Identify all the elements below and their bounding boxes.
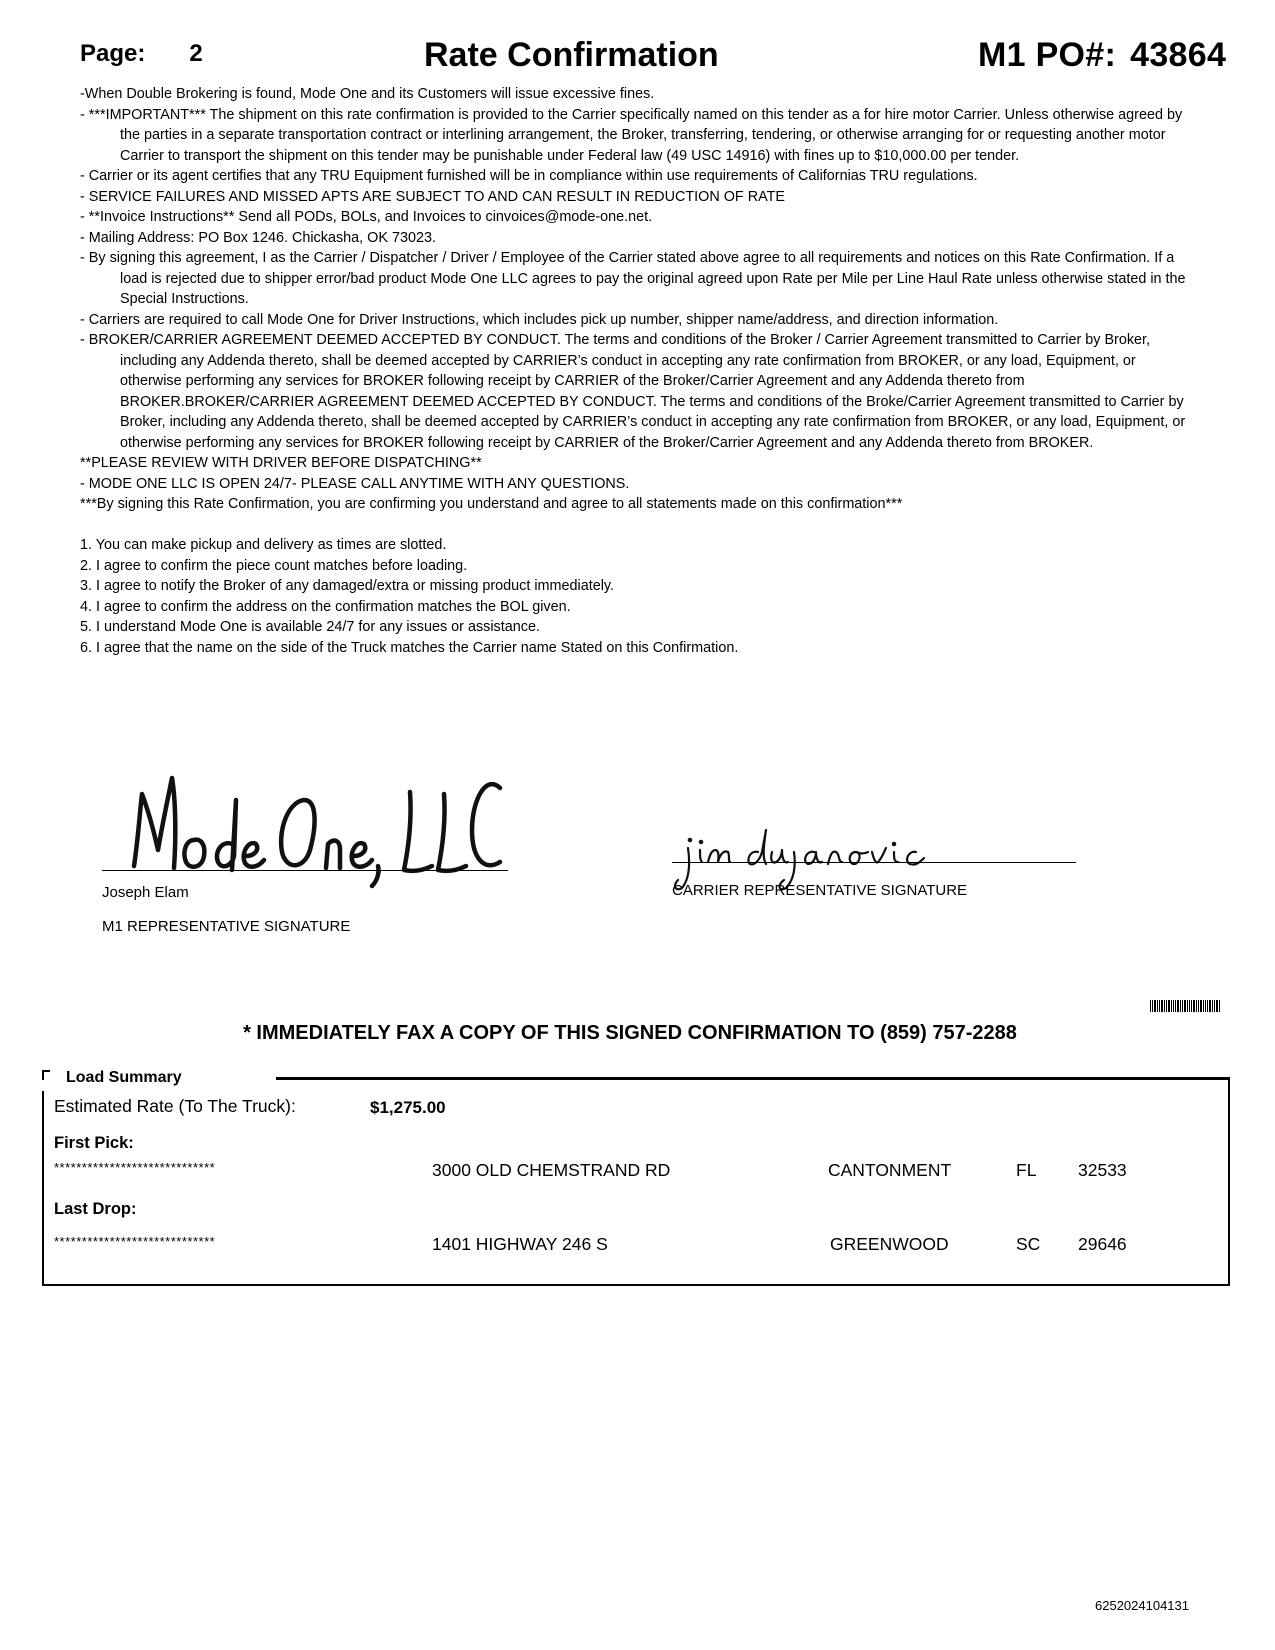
first-pick-name: ***************************** bbox=[54, 1160, 216, 1175]
term-item: ***By signing this Rate Confirmation, you are confirming you understand and agree to all statements made on this confirmation*** bbox=[80, 496, 903, 512]
checklist-item: 1. You can make pickup and delivery as times are slotted. bbox=[80, 537, 447, 553]
term-item: - By signing this agreement, I as the Carrier / Dispatcher / Driver / Employee of the Carrier stated above agree to all requirements and notices on this Rate Confirmation. If a load is rejected due to shipper error/bad product Mode One LLC agrees to pay the original agreed upon Rate per Mile per Line Haul Rate unless otherwise stated in the Special Instructions. bbox=[80, 250, 1186, 307]
term-item: - Carrier or its agent certifies that any TRU Equipment furnished will be in compliance within use requirements of Californias TRU regulations. bbox=[80, 168, 978, 184]
page-label: Page: bbox=[80, 40, 146, 67]
term-item: - BROKER/CARRIER AGREEMENT DEEMED ACCEPTED BY CONDUCT. The terms and conditions of the Broker / Carrier Agreement transmitted to Carrier by Broker, including any Addenda thereto, shall be deemed accepted by CARRIER’s conduct in accepting any rate confirmation from BROKER, or any load, Equipment, or otherwise performing any services for BROKER following receipt by CARRIER of the Broker/Carrier Agreement and any Addenda thereto from BROKER.BROKER/CARRIER AGREEMENT DEEMED ACCEPTED BY CONDUCT. The terms and conditions of the Broke/Carrier Agreement transmitted to Carrier by Broker, including any Addenda thereto, shall be deemed accepted by CARRIER’s conduct in accepting any rate confirmation from BROKER, or any load, Equipment, or otherwise performing any services for BROKER following receipt by CARRIER of the Broker/Carrier Agreement and any Addenda thereto from BROKER. bbox=[80, 332, 1186, 451]
carrier-signature-line bbox=[672, 862, 1076, 863]
checklist-item: 4. I agree to confirm the address on the confirmation matches the BOL given. bbox=[80, 598, 571, 615]
rate-value: $1,275.00 bbox=[370, 1098, 446, 1117]
checklist-item: 5. I understand Mode One is available 24/7 for any issues or assistance. bbox=[80, 619, 540, 635]
m1-rep-name: Joseph Elam bbox=[102, 884, 189, 901]
term-item: - Carriers are required to call Mode One for Driver Instructions, which includes pick up number, shipper name/address, and direction information. bbox=[80, 311, 999, 328]
checklist-item: 3. I agree to notify the Broker of any damaged/extra or missing product immediately. bbox=[80, 578, 615, 594]
last-drop-zip: 29646 bbox=[1078, 1234, 1127, 1254]
checklist-item: 2. I agree to confirm the piece count matches before loading. bbox=[80, 557, 468, 574]
last-drop-name: ***************************** bbox=[54, 1234, 216, 1249]
page-number: 2 bbox=[189, 40, 203, 67]
document-id: 6252024104131 bbox=[1095, 1598, 1189, 1613]
po-label: M1 PO#: bbox=[978, 36, 1117, 74]
last-drop-state: SC bbox=[1016, 1234, 1041, 1254]
term-item: - SERVICE FAILURES AND MISSED APTS ARE SUBJECT TO AND CAN RESULT IN REDUCTION OF RATE bbox=[80, 188, 786, 205]
first-pick-zip: 32533 bbox=[1078, 1160, 1127, 1180]
last-drop-address: 1401 HIGHWAY 246 S bbox=[432, 1234, 608, 1254]
rate-label: Estimated Rate (To The Truck): bbox=[54, 1096, 296, 1116]
first-pick-address: 3000 OLD CHEMSTRAND RD bbox=[432, 1160, 671, 1180]
page-indicator bbox=[80, 40, 203, 68]
last-drop-label: Last Drop: bbox=[54, 1200, 137, 1218]
last-drop-city: GREENWOOD bbox=[830, 1234, 949, 1254]
m1-signature-image bbox=[128, 770, 508, 890]
terms-section bbox=[80, 84, 1190, 658]
term-item: -When Double Brokering is found, Mode One and its Customers will issue excessive fines. bbox=[80, 86, 655, 102]
load-summary-title: Load Summary bbox=[66, 1069, 182, 1086]
m1-signature-label: M1 REPRESENTATIVE SIGNATURE bbox=[102, 918, 351, 935]
po-number: 43864 bbox=[1130, 36, 1227, 74]
fax-notice: * IMMEDIATELY FAX A COPY OF THIS SIGNED CONFIRMATION TO (859) 757-2288 bbox=[243, 1022, 1017, 1044]
page-title: Rate Confirmation bbox=[424, 36, 719, 74]
term-item: **PLEASE REVIEW WITH DRIVER BEFORE DISPATCHING** bbox=[80, 455, 482, 471]
first-pick-label: First Pick: bbox=[54, 1134, 134, 1152]
term-item: - **Invoice Instructions** Send all PODs, BOLs, and Invoices to cinvoices@mode-one.net. bbox=[80, 209, 653, 225]
carrier-signature-label: CARRIER REPRESENTATIVE SIGNATURE bbox=[672, 882, 968, 899]
first-pick-city: CANTONMENT bbox=[828, 1160, 952, 1180]
term-item: - ***IMPORTANT*** The shipment on this rate confirmation is provided to the Carrier specifically named on this tender as a for hire motor Carrier. Unless otherwise agreed by the parties in a separate transportation contract or interlining arrangement, the Broker, transferring, tendering, or otherwise arranging for or requesting another motor Carrier to transport the shipment on this tender may be punishable under Federal law (49 USC 14916) with fines up to $10,000.00 per tender. bbox=[80, 106, 1183, 164]
term-item: - Mailing Address: PO Box 1246. Chickasha, OK 73023. bbox=[80, 229, 436, 246]
term-item: - MODE ONE LLC IS OPEN 24/7- PLEASE CALL ANYTIME WITH ANY QUESTIONS. bbox=[80, 475, 630, 492]
m1-signature-line bbox=[102, 870, 508, 871]
barcode-graphic bbox=[1150, 1000, 1220, 1012]
po-indicator bbox=[978, 36, 1226, 75]
checklist-item: 6. I agree that the name on the side of the Truck matches the Carrier name Stated on this Confirmation. bbox=[80, 639, 739, 656]
first-pick-state: FL bbox=[1016, 1160, 1037, 1180]
